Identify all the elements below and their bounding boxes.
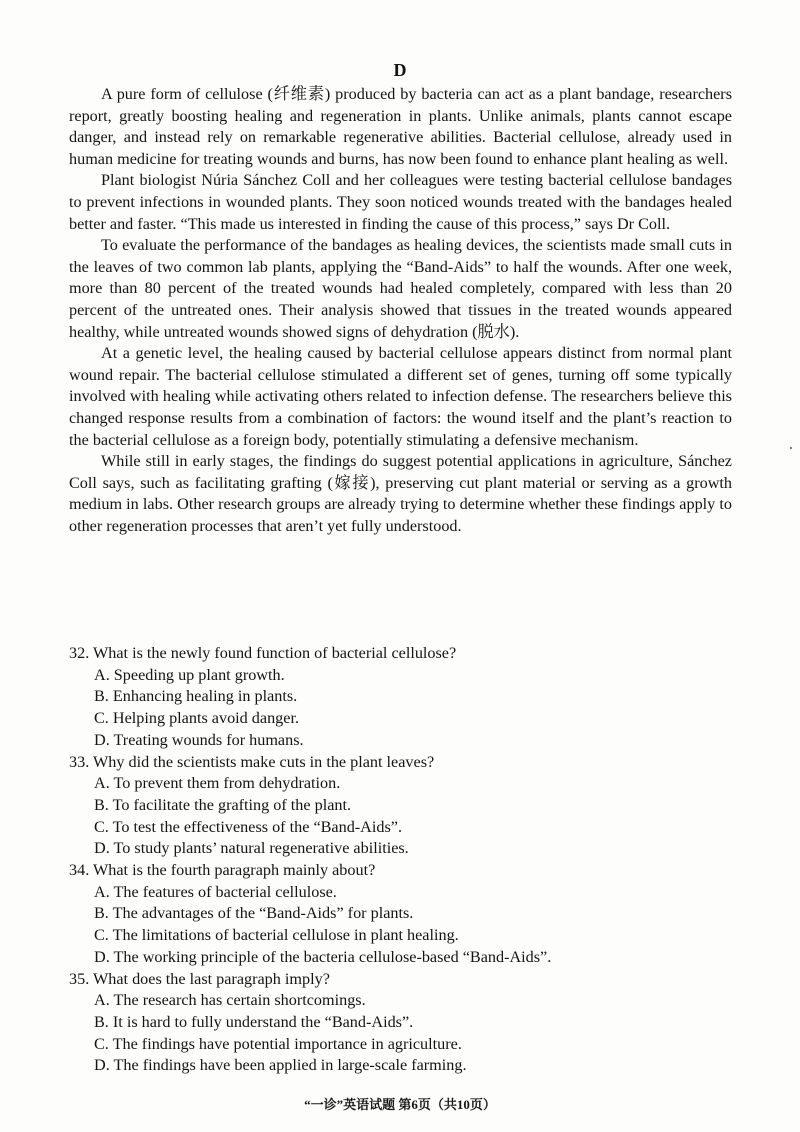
option-d: D. Treating wounds for humans.	[94, 730, 304, 749]
question-list	[69, 643, 749, 1077]
option-c: C. The findings have potential importance in agriculture.	[94, 1034, 462, 1053]
option-b: B. Enhancing healing in plants.	[94, 687, 298, 706]
passage-paragraph-4: At a genetic level, the healing caused by bacterial cellulose appears distinct from normal plant wound repair. The bacterial cellulose stimulated a different set of genes, turning off some typically involved with healing while activating others related to infection defense. The researchers believe this changed response results from a combination of factors: the wound itself and the plant’s reaction to the bacterial cellulose as a foreign body, potentially stimulating a defensive mechanism.	[69, 344, 732, 449]
question-34	[69, 860, 749, 969]
option-d: D. The working principle of the bacteria cellulose-based “Band-Aids”.	[94, 947, 552, 966]
option-b: B. The advantages of the “Band-Aids” for plants.	[94, 904, 414, 923]
option-b: B. To facilitate the grafting of the plant.	[94, 795, 352, 814]
passage-paragraph-2: Plant biologist Núria Sánchez Coll and her colleagues were testing bacterial cellulose bandages to prevent infections in wounded plants. They soon noticed wounds treated with the bandages healed better and faster. “This made us interested in finding the cause of this process,” says Dr Coll.	[69, 171, 732, 233]
section-title: D	[393, 60, 407, 80]
option-a: A. The research has certain shortcomings.	[94, 991, 366, 1010]
option-c: C. The limitations of bacterial cellulose in plant healing.	[94, 926, 459, 945]
option-a: A. Speeding up plant growth.	[94, 665, 285, 684]
option-list	[69, 990, 749, 1077]
question-stem: 34. What is the fourth paragraph mainly about?	[69, 861, 376, 880]
scan-artifact	[790, 447, 792, 449]
option-list	[69, 773, 749, 860]
question-32	[69, 643, 749, 752]
question-35	[69, 969, 749, 1078]
option-list	[69, 882, 749, 969]
question-33	[69, 752, 749, 861]
option-a: A. The features of bacterial cellulose.	[94, 882, 337, 901]
option-b: B. It is hard to fully understand the “Band-Aids”.	[94, 1012, 414, 1031]
option-list	[69, 665, 749, 752]
option-d: D. The findings have been applied in large-scale farming.	[94, 1056, 467, 1075]
passage-paragraph-5: While still in early stages, the findings do suggest potential applications in agriculture, Sánchez Coll says, such as facilitating grafting (嫁接), preserving cut plant material or serving as a growth medium in labs. Other research groups are already trying to determine whether these findings apply to other regeneration processes that aren’t yet fully understood.	[69, 452, 732, 535]
passage-paragraph-1: A pure form of cellulose (纤维素) produced by bacteria can act as a plant bandage, researchers report, greatly boosting healing and regeneration in plants. Unlike animals, plants cannot escape danger, and instead rely on remarkable regenerative abilities. Bacterial cellulose, already used in human medicine for treating wounds and burns, has now been found to enhance plant healing as well.	[69, 85, 732, 168]
option-c: C. To test the effectiveness of the “Band-Aids”.	[94, 817, 402, 836]
option-c: C. Helping plants avoid danger.	[94, 709, 300, 728]
question-stem: 35. What does the last paragraph imply?	[69, 969, 330, 988]
question-stem: 33. Why did the scientists make cuts in the plant leaves?	[69, 752, 435, 771]
reading-passage	[69, 84, 732, 537]
question-stem: 32. What is the newly found function of bacterial cellulose?	[69, 644, 457, 662]
passage-paragraph-3: To evaluate the performance of the bandages as healing devices, the scientists made small cuts in the leaves of two common lab plants, applying the “Band-Aids” to half the wounds. After one week, more than 80 percent of the treated wounds had healed completely, compared with less than 20 percent of the untreated ones. Their analysis showed that tissues in the treated wounds appeared healthy, while untreated wounds showed signs of dehydration (脱水).	[69, 236, 732, 341]
page-footer: “一诊”英语试题 第6页（共10页）	[304, 1097, 496, 1112]
option-a: A. To prevent them from dehydration.	[94, 774, 341, 793]
option-d: D. To study plants’ natural regenerative abilities.	[94, 839, 409, 858]
